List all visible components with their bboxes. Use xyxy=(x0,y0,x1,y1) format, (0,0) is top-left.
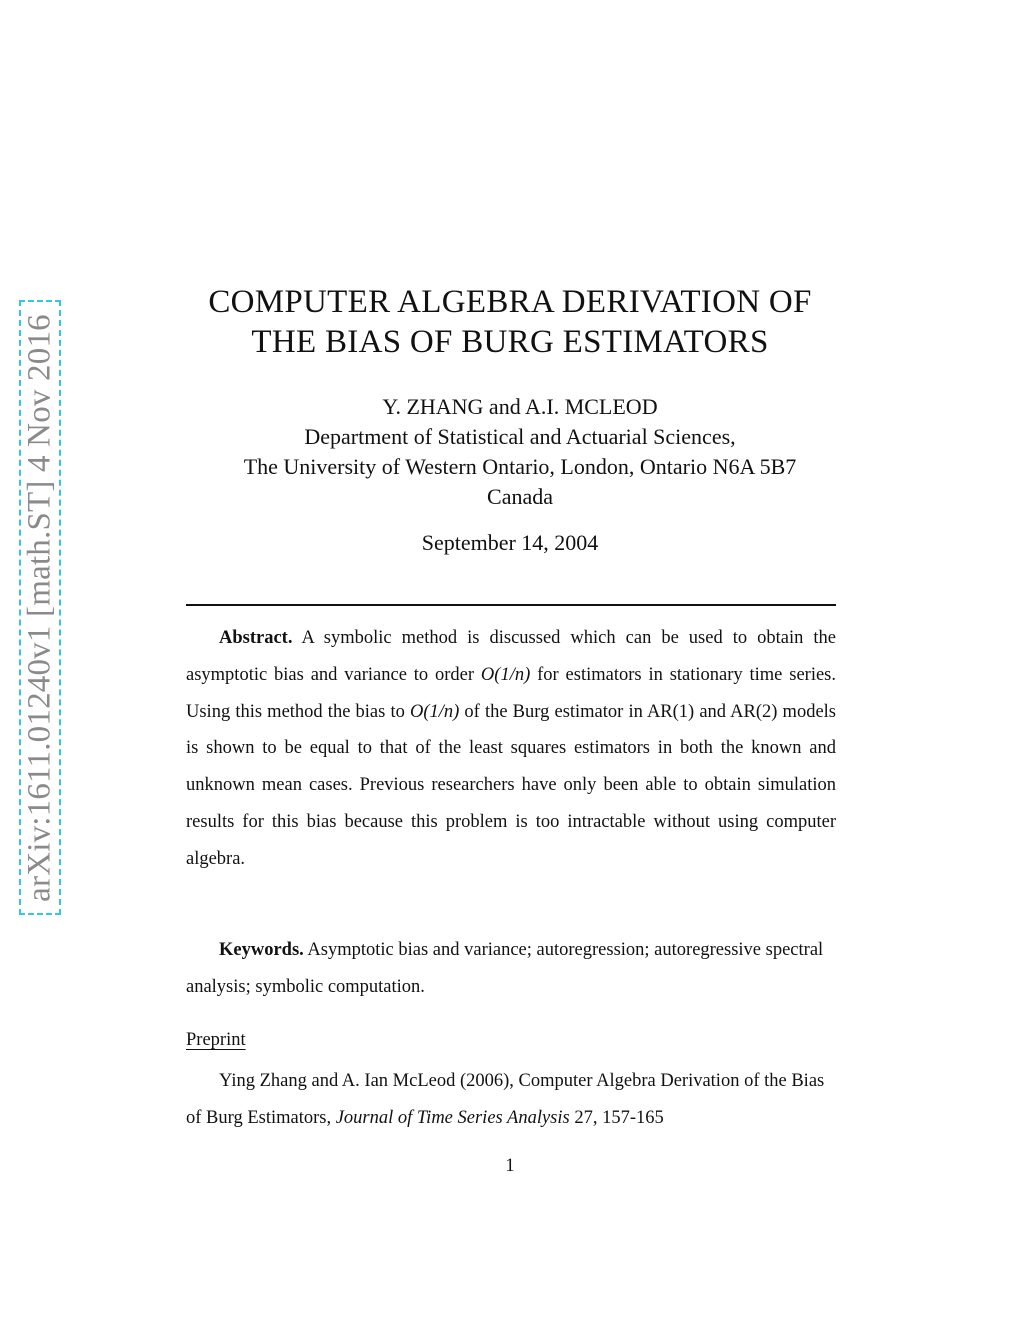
keywords-label: Keywords. xyxy=(219,940,304,960)
paper-title xyxy=(180,282,840,362)
abstract-order-1: O(1/n) xyxy=(480,664,531,685)
abstract-text-1: A symbolic method is discussed which can be used to obtain the asymptotic bias and variance to order xyxy=(186,628,836,685)
keywords-text: Asymptotic bias and variance; autoregression; autoregressive spectral analysis; symbolic computation. xyxy=(186,940,824,997)
keywords-paragraph xyxy=(186,932,836,1006)
preprint-heading: Preprint xyxy=(186,1030,246,1050)
title-divider xyxy=(186,604,836,606)
citation-text-2: 27, 157-165 xyxy=(569,1107,664,1128)
author-country: Canada xyxy=(487,484,553,509)
citation-journal: Journal of Time Series Analysis xyxy=(335,1107,570,1128)
title-line-2: THE BIAS OF BURG ESTIMATORS xyxy=(251,324,769,360)
abstract-paragraph xyxy=(186,620,836,878)
abstract-text-2: for estimators in stationary time series. Using this method the bias to xyxy=(186,664,836,722)
abstract-label: Abstract. xyxy=(219,628,293,648)
arxiv-stamp-text: arXiv:1611.01240v1 [math.ST] 4 Nov 2016 xyxy=(21,313,58,902)
citation-text-1: Ying Zhang and A. Ian McLeod (2006), Computer Algebra Derivation of the Bias of Burg Estimators, xyxy=(186,1071,825,1128)
abstract-text-3: of the Burg estimator in AR(1) and AR(2) models is shown to be equal to that of the least squares estimators in both the known and unknown mean cases. Previous researchers have only been able to obtain simulation results for this bias because this problem is too intractable without using computer algebra. xyxy=(186,701,836,869)
author-university: The University of Western Ontario, London, Ontario N6A 5B7 xyxy=(243,454,797,479)
abstract-order-2: O(1/n) xyxy=(409,701,460,722)
author-department: Department of Statistical and Actuarial Sciences, xyxy=(304,424,736,449)
preprint-citation xyxy=(186,1063,836,1137)
arxiv-stamp xyxy=(19,300,61,915)
page-number: 1 xyxy=(505,1156,515,1176)
author-names: Y. ZHANG and A.I. MCLEOD xyxy=(382,394,658,419)
title-line-1: COMPUTER ALGEBRA DERIVATION OF xyxy=(208,284,812,320)
author-block xyxy=(180,392,860,512)
paper-date: September 14, 2004 xyxy=(421,530,599,555)
